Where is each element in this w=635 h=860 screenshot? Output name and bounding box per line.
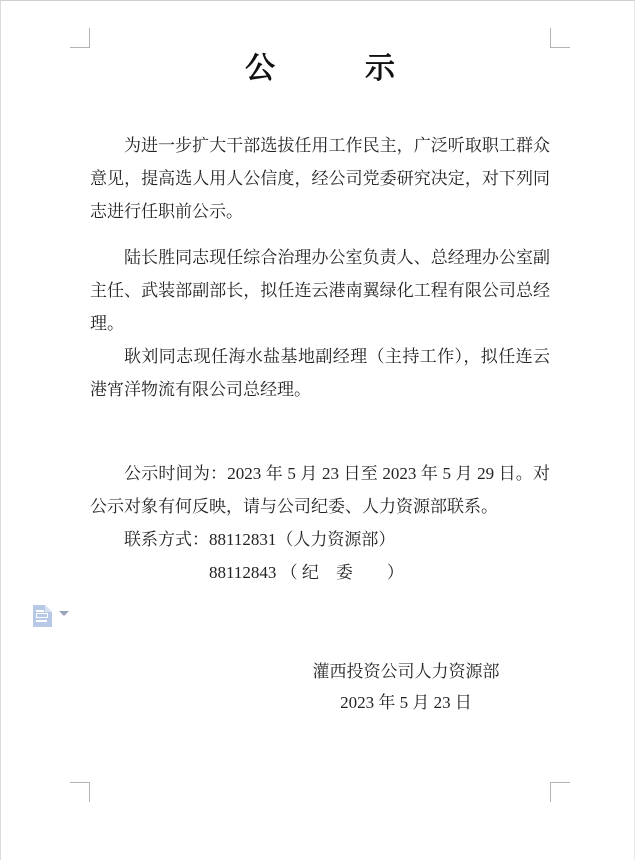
document-content [90,49,550,589]
chevron-down-icon [59,611,69,616]
paragraph-contact-hr: 联系方式：88112831（人力资源部） [124,530,396,549]
notice-title: 公 示 [245,52,395,85]
paste-options-button[interactable] [33,603,73,631]
paragraph-notice-period: 公示时间为：2023 年 5 月 23 日至 2023 年 5 月 29 日。对公示对象有何反映，请与公司纪委、人力资源部联系。 [90,464,550,516]
text-boundary-mark-bottom-right [550,782,570,802]
text-boundary-mark-top-left [70,28,90,48]
paragraph-contact-jiwei: 88112843 （ 纪 委 ） [209,563,404,582]
paste-options-icon [33,605,52,627]
paragraph-intro: 为进一步扩大干部选拔任用工作民主，广泛听取职工群众意见，提高选人用人公信度，经公司党委研究决定，对下列同志进行任职前公示。 [90,136,550,221]
paragraph-candidate-1: 陆长胜同志现任综合治理办公室负责人、总经理办公室副主任、武装部副部长，拟任连云港南翼绿化工程有限公司总经理。 [90,248,550,333]
signature-block [271,656,541,718]
text-boundary-mark-top-right [550,28,570,48]
paragraph-candidate-2: 耿刘同志现任海水盐基地副经理（主持工作），拟任连云港宵洋物流有限公司总经理。 [90,347,550,399]
signature-date: 2023 年 5 月 23 日 [340,693,472,712]
text-boundary-mark-bottom-left [70,782,90,802]
signature-department: 灌西投资公司人力资源部 [312,662,500,681]
